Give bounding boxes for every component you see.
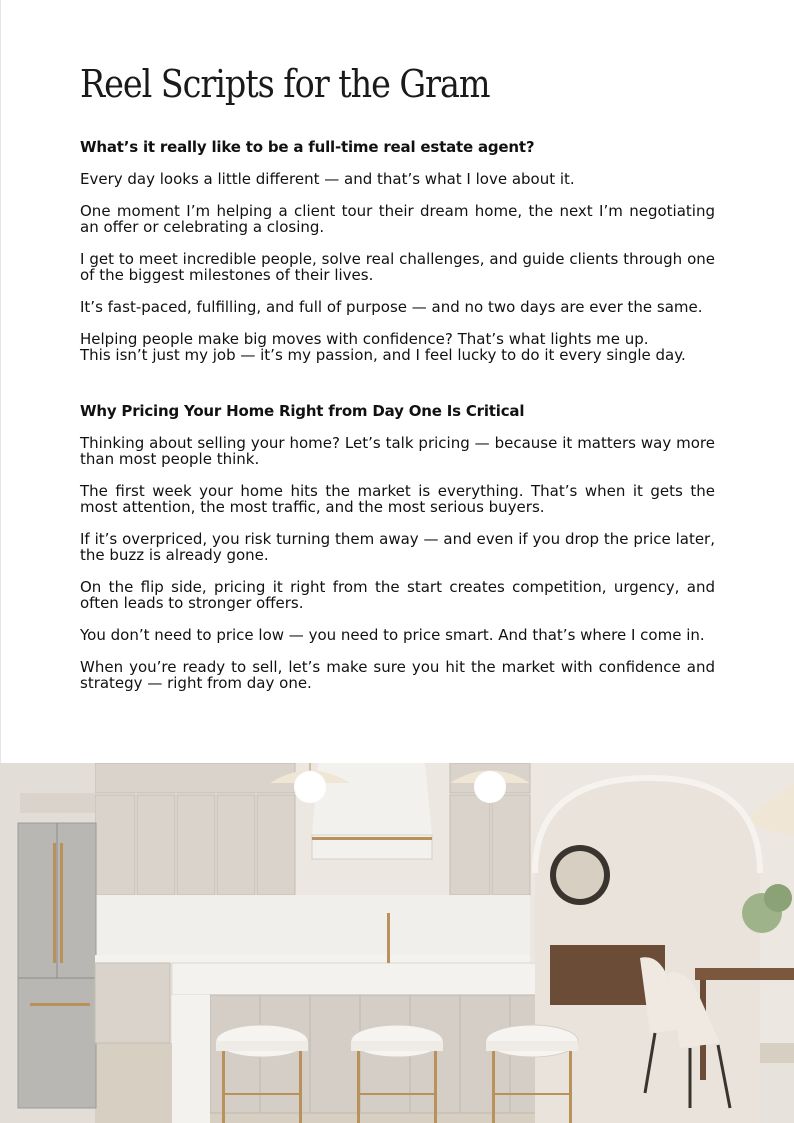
paragraph: On the flip side, pricing it right from the start creates competition, urgency, and often leads to stronger offers. xyxy=(80,578,715,612)
paragraph: I get to meet incredible people, solve real challenges, and guide clients through one of the biggest milestones of their lives. xyxy=(80,250,715,284)
paragraph: When you’re ready to sell, let’s make sure you hit the market with confidence and strategy — right from day one. xyxy=(80,658,715,692)
page-edge xyxy=(0,0,1,763)
paragraph: You don’t need to price low — you need to price smart. And that’s where I come in. xyxy=(80,626,705,644)
page-title: Reel Scripts for the Gram xyxy=(80,62,490,106)
section-heading: Why Pricing Your Home Right from Day One Is Critical xyxy=(80,402,525,420)
paragraph: Helping people make big moves with confidence? That’s what lights me up. xyxy=(80,330,649,348)
section-pricing xyxy=(80,402,715,691)
paragraph: One moment I’m helping a client tour their dream home, the next I’m negotiating an offer or celebrating a closing. xyxy=(80,202,715,236)
kitchen-photo xyxy=(0,763,794,1123)
section-heading: What’s it really like to be a full-time real estate agent? xyxy=(80,138,535,156)
paragraph: Thinking about selling your home? Let’s talk pricing — because it matters way more than most people think. xyxy=(80,434,715,468)
paragraph: The first week your home hits the market is everything. That’s when it gets the most attention, the most traffic, and the most serious buyers. xyxy=(80,482,715,516)
paragraph: It’s fast-paced, fulfilling, and full of purpose — and no two days are ever the same. xyxy=(80,298,703,316)
paragraph: This isn’t just my job — it’s my passion, and I feel lucky to do it every single day. xyxy=(80,346,686,364)
document-body xyxy=(80,138,715,691)
section-agent-life xyxy=(80,138,715,363)
paragraph: If it’s overpriced, you risk turning them away — and even if you drop the price later, the buzz is already gone. xyxy=(80,530,715,564)
paragraph: Every day looks a little different — and that’s what I love about it. xyxy=(80,170,575,188)
